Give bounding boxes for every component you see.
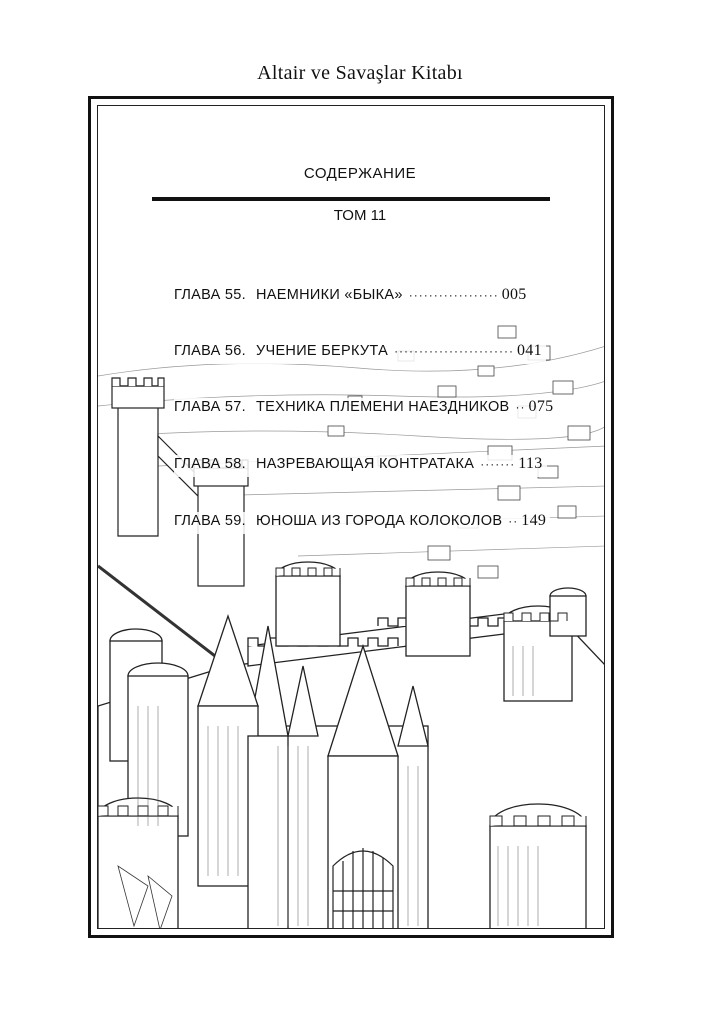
page-number: 075 (528, 398, 554, 415)
page-number: 113 (518, 455, 543, 472)
chapter-title: НАЕМНИКИ «БЫКА» (255, 287, 403, 303)
chapter-number: ГЛАВА 58. (174, 456, 246, 472)
chapter-number: ГЛАВА 57. (174, 399, 246, 415)
chapter-number: ГЛАВА 56. (174, 343, 246, 359)
page-number: 149 (521, 512, 547, 529)
dot-leader: ······· (480, 457, 516, 471)
dot-leader: ·················· (408, 288, 499, 302)
dot-leader: ·· (515, 400, 526, 414)
dot-leader: ·· (508, 514, 519, 528)
toc-entry-59[interactable] (174, 512, 550, 534)
toc-entry-56[interactable] (174, 342, 546, 364)
chapter-title: УЧЕНИЕ БЕРКУТА (255, 343, 389, 359)
chapter-title: ЮНОША ИЗ ГОРОДА КОЛОКОЛОВ (255, 513, 503, 529)
toc-heading: СОДЕРЖАНИЕ (303, 165, 417, 182)
chapter-title: ТЕХНИКА ПЛЕМЕНИ НАЕЗДНИКОВ (255, 399, 510, 415)
toc-entry-55[interactable] (174, 286, 531, 308)
page-number: 041 (516, 342, 542, 359)
chapter-number: ГЛАВА 59. (174, 513, 246, 529)
page-number: 005 (501, 286, 527, 303)
chapter-title: НАЗРЕВАЮЩАЯ КОНТРАТАКА (255, 456, 475, 472)
book-title: Altair ve Savaşlar Kitabı (257, 62, 463, 84)
toc-entry-58[interactable] (174, 455, 547, 477)
toc-divider (152, 197, 550, 201)
volume-label: ТОМ 11 (333, 207, 387, 224)
dot-leader: ························ (394, 344, 514, 358)
toc-entry-57[interactable] (174, 398, 557, 420)
chapter-number: ГЛАВА 55. (174, 287, 246, 303)
